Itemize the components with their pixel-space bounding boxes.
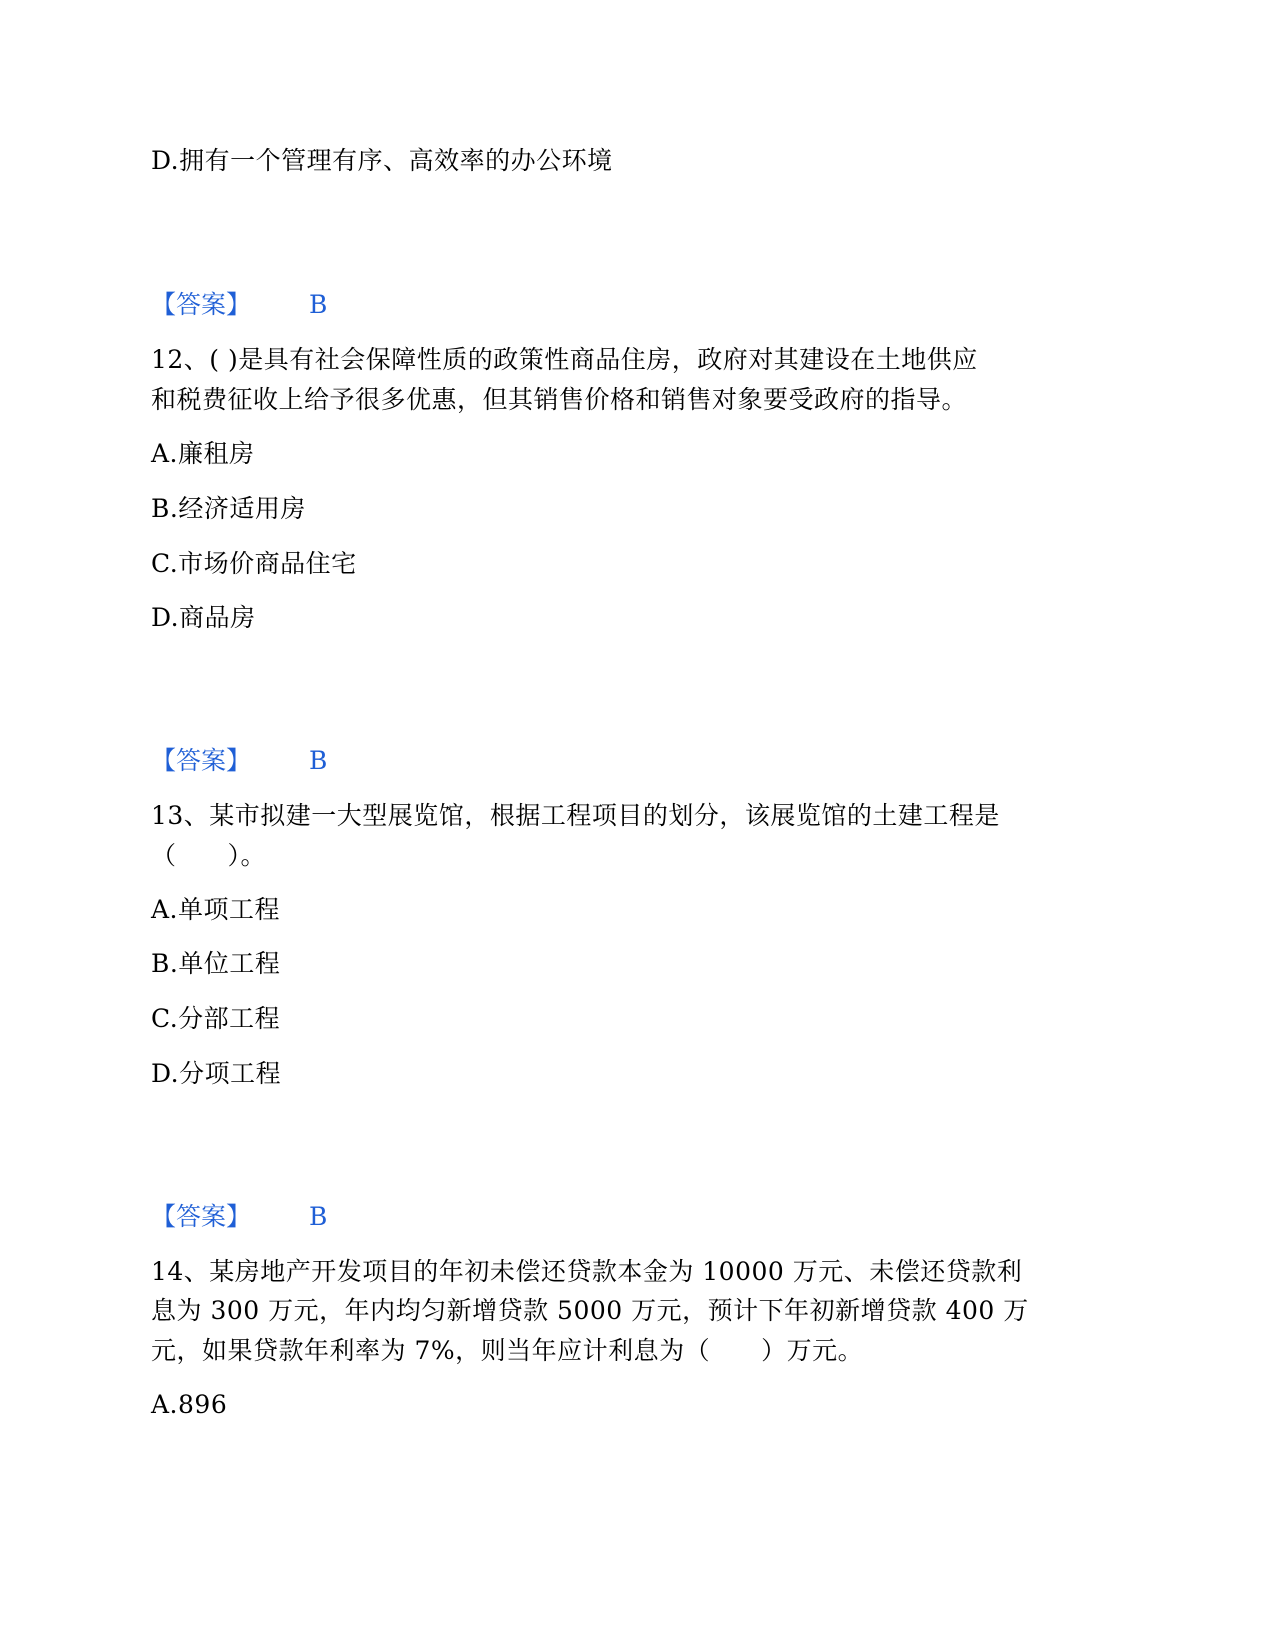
- q14-stem-line1: 14、某房地产开发项目的年初未偿还贷款本金为 10000 万元、未偿还贷款利: [151, 1257, 1023, 1286]
- q12-option-a: A.廉租房: [151, 439, 255, 468]
- q13-option-b: B.单位工程: [151, 949, 281, 978]
- answer-value: B: [309, 1202, 328, 1231]
- answer-tag: 【答案】: [151, 290, 252, 319]
- q12-stem-line1: 12、( )是具有社会保障性质的政策性商品住房，政府对其建设在土地供应: [151, 345, 978, 374]
- q11-answer: [151, 287, 327, 323]
- q13-stem-line1: 13、某市拟建一大型展览馆，根据工程项目的划分，该展览馆的土建工程是: [151, 801, 1000, 830]
- q14-option-a: A.896: [151, 1390, 228, 1419]
- q13-stem-line2: （ ）。: [151, 841, 267, 870]
- q12-stem-line2: 和税费征收上给予很多优惠，但其销售价格和销售对象要受政府的指导。: [151, 385, 968, 414]
- q13-option-a: A.单项工程: [151, 895, 281, 924]
- q11-option-d: D.拥有一个管理有序、高效率的办公环境: [151, 146, 613, 175]
- q13-option-d: D.分项工程: [151, 1059, 282, 1088]
- q12-option-b: B.经济适用房: [151, 494, 306, 523]
- q12-answer: [151, 743, 327, 779]
- q14-stem-line3: 元，如果贷款年利率为 7%，则当年应计利息为（ ）万元。: [151, 1336, 864, 1365]
- answer-tag: 【答案】: [151, 1202, 252, 1231]
- answer-tag: 【答案】: [151, 746, 252, 775]
- answer-value: B: [309, 290, 328, 319]
- q13-answer: [151, 1199, 327, 1235]
- answer-value: B: [309, 746, 328, 775]
- q12-option-d: D.商品房: [151, 603, 256, 632]
- q12-option-c: C.市场价商品住宅: [151, 549, 357, 578]
- q13-option-c: C.分部工程: [151, 1004, 281, 1033]
- q14-stem-line2: 息为 300 万元，年内均匀新增贷款 5000 万元，预计下年初新增贷款 400 万: [151, 1296, 1029, 1325]
